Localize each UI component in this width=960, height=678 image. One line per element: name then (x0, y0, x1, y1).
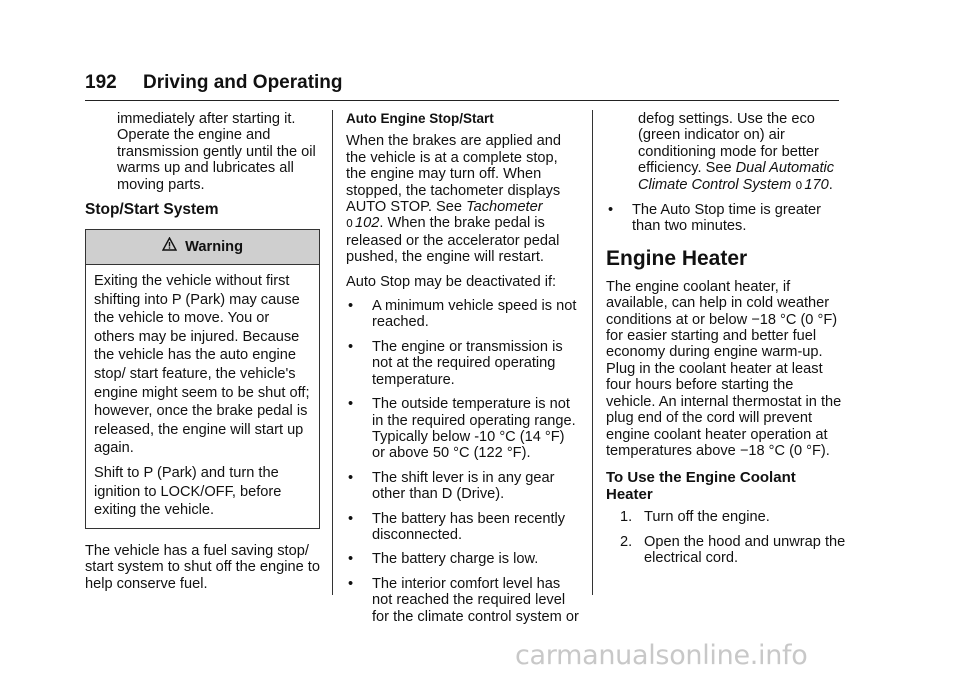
running-title: Driving and Operating (143, 72, 343, 93)
list-item: • The battery has been recently disconnected. (348, 510, 566, 543)
subsection-heading: To Use the Engine Coolant Heater (606, 469, 796, 504)
closing-paragraph: The vehicle has a fuel saving stop/ start system to shut off the engine to help conserve fuel. (85, 542, 320, 592)
body-paragraph: The engine coolant heater, if available, can help in cold weather conditions at or below −18 °C (0 °F) for easier starting and better fuel economy during engine warm-up. Plug in the coolant heater at least four hours before starting the vehicle. An internal thermostat in the plug end of the cord will prevent engine coolant heater operation at temperatures above −18 °C (0 °F). (606, 278, 842, 459)
column-divider (592, 110, 593, 595)
warning-paragraph: Exiting the vehicle without first shifting into P (Park) may cause the vehicle to move. You or others may be injured. Because the vehicle has the auto engine stop/ start feature, the vehicle's engine might seem to be shut off; however, once the brake pedal is released, the engine will start up again. (94, 273, 310, 457)
page-ref-icon: 0 (346, 217, 353, 231)
numbered-step: 1. Turn off the engine. (620, 509, 770, 526)
page-ref-icon: 0 (795, 178, 803, 192)
bullet-list (346, 298, 581, 625)
page-header (85, 70, 839, 101)
warning-header (86, 230, 319, 265)
list-item: • The interior comfort level has not reached the required level for the climate control system or (348, 575, 579, 625)
section-heading: Stop/Start System (85, 201, 219, 219)
body-paragraph: When the brakes are applied and the vehicle is at a complete stop, the engine may turn off. When stopped, the tachometer displays AUTO STOP. See Tachometer 0 102. When the brake pedal is released or the accelerator pedal pushed, the engine will restart. (346, 133, 561, 266)
warning-triangle-icon (162, 238, 181, 255)
cross-reference-link[interactable]: Tachometer (466, 199, 543, 216)
body-paragraph: Auto Stop may be deactivated if: (346, 273, 557, 290)
continued-paragraph: defog settings. Use the eco (green indicator on) air conditioning mode for better efficiency. See Dual Automatic Climate Control System 0 170. (638, 111, 835, 193)
list-item: • The outside temperature is not in the required operating range. Typically below -10 °C (14 °F) or above 50 °C (122 °F). (348, 396, 576, 462)
watermark: carmanualsonline.info (515, 640, 808, 671)
column-right (606, 111, 846, 575)
page-reference[interactable]: 102 (355, 215, 380, 232)
subsection-heading: Auto Engine Stop/Start (346, 111, 494, 126)
numbered-step: 2. Open the hood and unwrap the electrical cord. (620, 533, 846, 567)
list-item: • A minimum vehicle speed is not reached. (348, 298, 577, 331)
intro-paragraph: immediately after starting it. Operate the engine and transmission gently until the oil warms up and lubricates all moving parts. (117, 111, 316, 193)
page-number: 192 (85, 72, 117, 93)
warning-body (86, 265, 319, 528)
list-item: • The battery charge is low. (348, 551, 539, 568)
warning-title: Warning (185, 239, 243, 256)
page-reference[interactable]: 170 (804, 176, 829, 193)
list-item: • The engine or transmission is not at the required operating temperature. (348, 338, 563, 388)
column-divider (332, 110, 333, 595)
cross-reference-link[interactable]: Dual Automatic Climate Control System (638, 160, 835, 193)
warning-paragraph: Shift to P (Park) and turn the ignition to LOCK/OFF, before exiting the vehicle. (94, 464, 282, 519)
column-left (85, 111, 320, 600)
list-item: • The shift lever is in any gear other than D (Drive). (348, 469, 555, 503)
section-heading: Engine Heater (606, 246, 748, 270)
warning-box (85, 229, 320, 529)
list-item: • The Auto Stop time is greater than two minutes. (608, 202, 822, 235)
column-middle (346, 111, 581, 633)
